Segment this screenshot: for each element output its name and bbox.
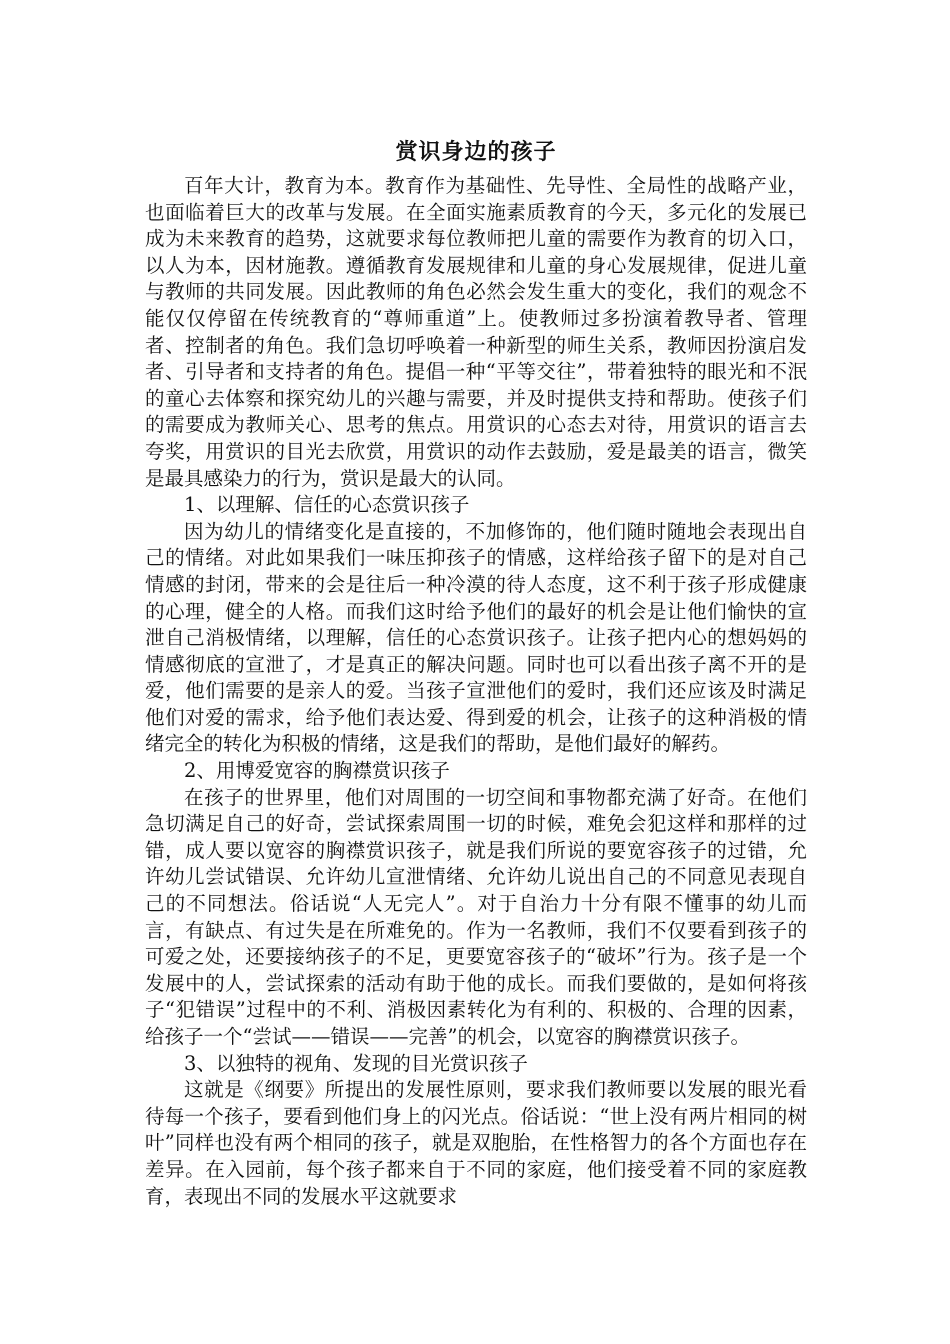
document-page: [145, 133, 807, 1210]
section-body-2: 在孩子的世界里，他们对周围的一切空间和事物都充满了好奇。在他们急切满足自己的好奇，尝试探索周围一切的时候，难免会犯这样和那样的过错，成人要以宽容的胸襟赏识孩子，就是我们所说的要宽容孩子的过错，允许幼儿尝试错误、允许幼儿宣泄情绪、允许幼儿说出自己的不同意见表现自己的不同想法。俗话说“人无完人”。对于自治力十分有限不懂事的幼儿而言，有缺点、有过失是在所难免的。作为一名教师，我们不仅要看到孩子的可爱之处，还要接纳孩子的不足，更要宽容孩子的“破坏”行为。孩子是一个发展中的人，尝试探索的活动有助于他的成长。而我们要做的，是如何将孩子“犯错误”过程中的不利、消极因素转化为有利的、积极的、合理的因素，给孩子一个“尝试——错误——完善”的机会，以宽容的胸襟赏识孩子。: [145, 785, 807, 1048]
section-heading-2: 2、用博爱宽容的胸襟赏识孩子: [184, 759, 450, 783]
section-heading-3: 3、以独特的视角、发现的目光赏识孩子: [184, 1051, 528, 1075]
intro-paragraph: 百年大计，教育为本。教育作为基础性、先导性、全局性的战略产业，也面临着巨大的改革与发展。在全面实施素质教育的今天，多元化的发展已成为未来教育的趋势，这就要求每位教师把儿童的需要作为教育的切入口，以人为本，因材施教。遵循教育发展规律和儿童的身心发展规律，促进儿童与教师的共同发展。因此教师的角色必然会发生重大的变化，我们的观念不能仅仅停留在传统教育的“尊师重道”上。使教师过多扮演着教导者、管理者、控制者的角色。我们急切呼唤着一种新型的师生关系，教师因扮演启发者、引导者和支持者的角色。提倡一种“平等交往”，带着独特的眼光和不泯的童心去体察和探究幼儿的兴趣与需要，并及时提供支持和帮助。使孩子们的需要成为教师关心、思考的焦点。用赏识的心态去对待，用赏识的语言去夸奖，用赏识的目光去欣赏，用赏识的动作去鼓励，爱是最美的语言，微笑是最具感染力的行为，赏识是最大的认同。: [145, 174, 807, 490]
section-heading-1: 1、以理解、信任的心态赏识孩子: [184, 493, 470, 517]
document-title: 赏识身边的孩子: [395, 140, 557, 165]
section-body-3: 这就是《纲要》所提出的发展性原则，要求我们教师要以发展的眼光看待每一个孩子，要看到他们身上的闪光点。俗话说：“世上没有两片相同的树叶”同样也没有两个相同的孩子，就是双胞胎，在性格智力的各个方面也存在差异。在入园前，每个孩子都来自于不同的家庭，他们接受着不同的家庭教育，表现出不同的发展水平这就要求: [145, 1078, 807, 1208]
section-body-1: 因为幼儿的情绪变化是直接的，不加修饰的，他们随时随地会表现出自己的情绪。对此如果我们一味压抑孩子的情感，这样给孩子留下的是对自己情感的封闭，带来的会是往后一种冷漠的待人态度，这不利于孩子形成健康的心理，健全的人格。而我们这时给予他们的最好的机会是让他们愉快的宣泄自己消极情绪，以理解，信任的心态赏识孩子。让孩子把内心的想妈妈的情感彻底的宣泄了，才是真正的解决问题。同时也可以看出孩子离不开的是爱，他们需要的是亲人的爱。当孩子宣泄他们的爱时，我们还应该及时满足他们对爱的需求，给予他们表达爱、得到爱的机会，让孩子的这种消极的情绪完全的转化为积极的情绪，这是我们的帮助，是他们最好的解药。: [145, 519, 807, 756]
